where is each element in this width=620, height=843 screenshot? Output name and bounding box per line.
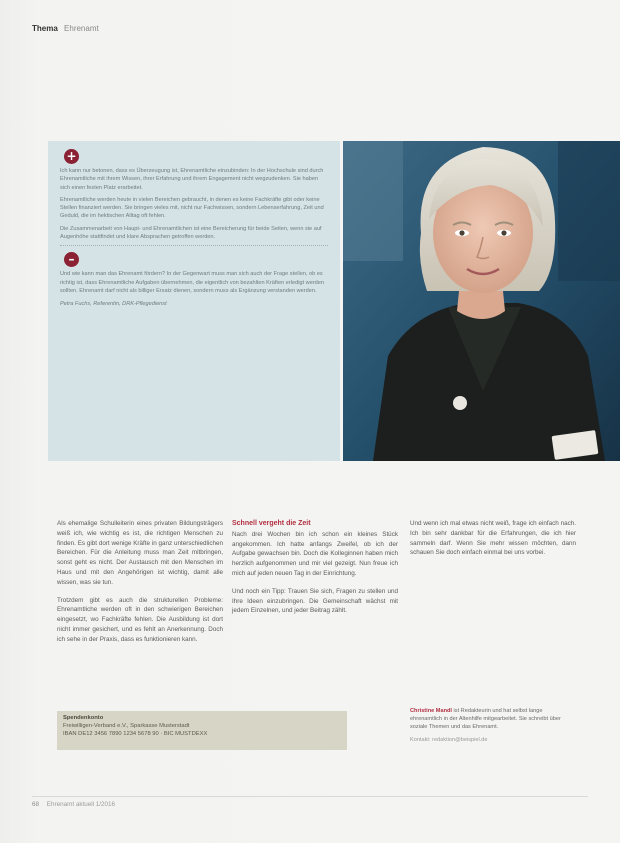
running-header <box>32 24 99 33</box>
pros-cons-box <box>48 141 340 461</box>
author-bio <box>410 707 576 744</box>
article-paragraph: Und noch ein Tipp: Trauen Sie sich, Fragen zu stellen und Ihre Ideen einzubringen. Die Gemeinschaft wächst mit jedem Einzelnen, und jeder Beitrag zählt. <box>232 587 398 615</box>
box-divider <box>60 245 328 246</box>
footer-rule <box>32 796 588 797</box>
article-paragraph: Nach drei Wochen bin ich schon ein kleines Stück angekommen. Ich hatte anfangs Zweifel, ob ich der Aufgabe gewachsen bin. Doch die Kolleginnen haben mich herzlich aufgenommen und mir viel gezeigt. Nun freue ich mich auf jeden neuen Tag in der Einrichtung. <box>232 530 398 577</box>
bio-name: Christine Mandl <box>410 708 452 714</box>
con-paragraph: Und wie kann man das Ehrenamt fördern? In der Gegenwart muss man sich auch der Frage stellen, ob es richtig ist, dass Ehrenamtliche Aufgaben übernehmen, die eigentlich von bezahlten Kräften erledigt werden sollten. Ehrenamt darf nicht als billiger Ersatz dienen, sondern muss als Ergänzung verstanden werden. <box>60 271 325 294</box>
info-box-title: Spendenkonto <box>63 715 104 721</box>
article-paragraph: Trotzdem gibt es auch die strukturellen Probleme: Ehrenamtliche werden oft in den schwierigen Bereichen eingesetzt, wo Fachkräfte fehlen. Die Ausbildung ist dort nicht immer gesichert, und es fehlt an Anerkennung. Doch ich sehe in der Praxis, dass es funktionieren kann. <box>57 596 223 643</box>
donation-info-box <box>57 711 347 750</box>
magazine-name: Ehrenamt aktuell 1/2016 <box>46 801 116 808</box>
article-column-1 <box>57 519 223 653</box>
portrait-photo <box>343 141 620 461</box>
article-column-2 <box>232 519 398 624</box>
pro-paragraph: Die Zusammenarbeit von Haupt- und Ehrenamtlichen ist eine Bereicherung für beide Seiten, wenn sie auf Augenhöhe stattfindet und klare Absprachen getroffen werden. <box>60 225 322 241</box>
header-topic: Ehrenamt <box>64 24 99 33</box>
page-footer <box>32 801 115 808</box>
box-author: Petra Fuchs, Referentin, DRK-Pflegedienst <box>60 301 167 308</box>
article-column-3 <box>410 519 576 566</box>
pro-paragraph: Ich kann nur betonen, dass es Überzeugung ist, Ehrenamtliche einzubinden: In der Hochschule sind durch Ehrenamtliche mit ihrem Wissen, ihrer Erfahrung und ihrem Engagement nicht wegzudenken. Sie haben sich einen festen Platz erarbeitet. <box>60 168 324 191</box>
page-number: 68 <box>32 801 40 808</box>
article-paragraph: Und wenn ich mal etwas nicht weiß, frage ich einfach nach. Ich bin sehr dankbar für die Erfahrungen, die ich hier sammeln darf. Wenn Sie mehr wissen möchten, dann schauen Sie doch einfach einmal bei uns vorbei. <box>410 520 576 557</box>
article-paragraph: Als ehemalige Schulleiterin eines privaten Bildungsträgers weiß ich, wie wichtig es ist, die richtigen Menschen zu finden. Es gibt dort wenige Kräfte in ganz unterschiedlichen Bereichen. Für die Anleitung muss man Zeit mitbringen, sonst geht es nicht. Der Austausch mit den Menschen im Haus und mit den Angehörigen ist wichtig, damit alle wissen, was sie tun. <box>57 520 223 586</box>
pro-paragraph: Ehrenamtliche werden heute in vielen Bereichen gebraucht, in denen es keine Fachkräfte gibt oder keine Stellen finanziert werden. Sie bringen vieles mit, nicht nur Fachwissen, sondern Lebenserfahrung, Zeit und Geduld, die im hektischen Alltag oft fehlen. <box>60 196 324 220</box>
bio-text: ist Redakteurin und hat selbst lange ehrenamtlich in der Altenhilfe mitgearbeitet. Sie schreibt über soziale Themen und das Ehrenamt. <box>410 708 561 731</box>
info-box-line: Freiwilligen-Verband e.V., Sparkasse Musterstadt <box>63 722 190 729</box>
header-section: Thema <box>32 24 58 33</box>
article-subheading: Schnell vergeht die Zeit <box>232 520 311 527</box>
portrait-illustration <box>343 141 620 461</box>
info-box-line: IBAN DE12 3456 7890 1234 5678 90 · BIC MUSTDEXX <box>63 730 208 737</box>
minus-icon: – <box>64 252 79 267</box>
bio-contact: Kontakt: redaktion@beispiel.de <box>410 736 488 743</box>
plus-icon: + <box>64 149 79 164</box>
